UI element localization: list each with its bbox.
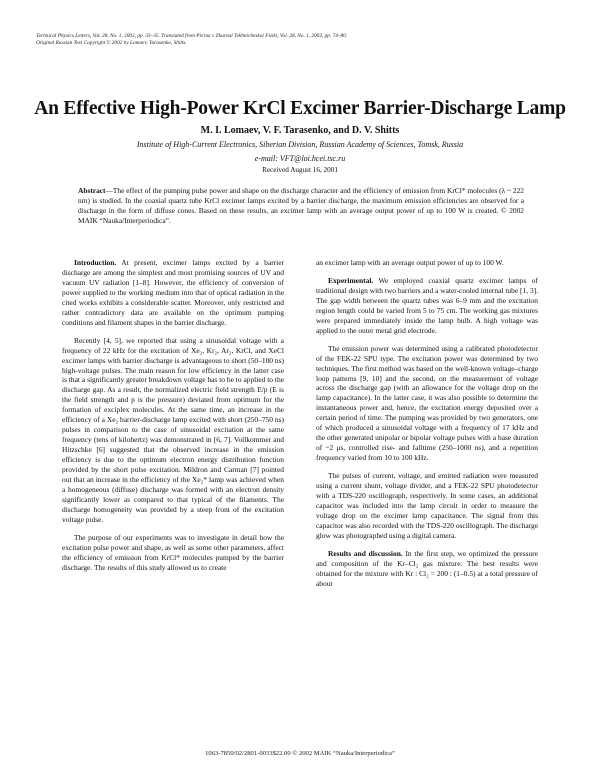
intro-paragraph	[62, 258, 284, 328]
intro-text: At present, excimer lamps excited by a barrier discharge are among the simplest and most promising sources of UV and vacuum UV radiation [1–8]. However, the efficiency of conversion of power supplied to the working medium into that of optical radiation in the cited works exhibits a considerable scatter. Moreover, only restricted and rather contradictory data are available on the optimum pumping conditions and filament shapes in the barrier discharge.	[62, 258, 284, 327]
copyright-line: Original Russian Text Copyright © 2002 by Lomaev, Tarasenko, Shitts.	[36, 40, 187, 46]
right-paragraph-3: The pulses of current, voltage, and emitted radiation were measured using a current shunt, voltage divider, and a FEK-22 SPU photodetector with a TDS-220 oscillograph, respectively. In some cases, an additional capacitor was included into the lamp circuit in order to measure the voltage drop on the excimer lamp capacitance. The signal from this capacitor was also recorded with the TDS-220 oscillograph. The discharge glow was photographed using a digital camera.	[316, 471, 538, 540]
abstract-text: —The effect of the pumping pulse power and shape on the discharge character and the efficiency of emission from KrCl* molecules (λ ~ 222 nm) is studied. In the coaxial quartz tube KrCl excimer lamps excited by a barrier discharge, the maximum emission efficiencies are observed for a discharge in the form of diffuse cones. Based on these results, an excimer lamp with an average output power of up to 100 W is created. © 2002 MAIK “Nauka/Interperiodica”.	[78, 186, 524, 225]
page-footer: 1063-7850/02/2801-0033$22.00 © 2002 MAIK “Nauka/Interperiodica”	[205, 750, 395, 757]
left-column	[62, 258, 284, 581]
experimental-heading: Experimental.	[328, 275, 374, 285]
results-paragraph	[316, 549, 538, 589]
article-title: An Effective High-Power KrCl Excimer Barrier-Discharge Lamp	[34, 98, 566, 119]
intro-heading: Introduction.	[74, 258, 117, 267]
experimental-paragraph	[316, 276, 538, 336]
abstract	[78, 186, 524, 226]
results-heading: Results and discussion.	[328, 548, 403, 558]
article-affiliation: Institute of High-Current Electronics, Siberian Division, Russian Academy of Sciences, Tomsk, Russia	[136, 140, 464, 149]
right-column	[316, 258, 538, 597]
right-continuation: an excimer lamp with an average output power of up to 100 W.	[316, 258, 504, 267]
experimental-text: We employed coaxial quartz excimer lamps of traditional design with two barriers and a water-cooled internal tube [1, 3]. The gap width between the quartz tubes was 6–9 mm and the excitation region length could be varied from 5 to 75 cm. The working gas mixtures were prepared immediately inside the lamp bulb. A high voltage was applied to the outer metal grid electrode.	[316, 275, 538, 335]
left-paragraph-2: Recently [4, 5], we reported that using a sinusoidal voltage with a frequency of 22 kHz for the excitation of Xe₂, Kr₂, Ar₂, KrCl, and XeCl excimer lamps with barrier discharge is advantageous to short (50–100 ns) high-voltage pulses. The main reason for low efficiency in the latter case is that a significantly greater breakdown voltage has to be to applied to the discharge gap. As a result, the normalized electric field strength E/p (E is the field strength and p is the pressure) deviated from optimum for the formation of exciplex molecules. At the same time, an increase in the efficiency of a Xe₂ barrier-discharge lamp excited with short (250–750 ns) pulses in comparison to the case of sinusoidal excitation at the same frequency (tens of kilohertz) was demonstrated in [6, 7]. Vollkommer and Hitzschke [6] suggested that the observed increase in the emission efficiency is due to the optimum electron energy distribution function provided by the short pulse excitation. Mildron and Carman [7] pointed out that an increase in the efficiency of the Xe₂* lamp was achieved when a homogeneous (diffuse) discharge was formed with an electron density significantly lower as compared to that typical of the filaments. The discharge homogeneity was provided by a steep front of the excitation voltage pulse.	[62, 335, 284, 524]
received-date: Received August 16, 2001	[262, 166, 338, 174]
right-paragraph-2: The emission power was determined using a calibrated photodetector of the FEK-22 SPU type. The excitation power was determined by two techniques. The first method was based on the well-known voltage–charge loop patterns [9, 10] and the second, on the measurement of voltage across the discharge gap (with an allowance for the voltage drop on the lamp capacitance). In the latter case, it was also possible to determine the instantaneous power and, hence, the excitation energy deposited over a certain period of time. The pumping was provided by two generators, one of which produced a sinusoidal voltage with a frequency of 17 kHz and the other generated unipolar or bipolar voltage pulses with a base duration of ~2 μs, controlled rise- and falltime (250–1000 ns), and a repetition frequency varied from 10 to 100 kHz.	[316, 343, 538, 463]
journal-citation: Technical Physics Letters, Vol. 28, No. 1, 2002, pp. 33–35. Translated from Pis'ma v Zhurnal Tekhnicheskoi Fiziki, Vol. 28, No. 1, 2002, pp. 74–80.	[36, 33, 348, 39]
article-authors: M. I. Lomaev, V. F. Tarasenko, and D. V. Shitts	[200, 125, 400, 136]
article-email[interactable]: e-mail: VFT@loi.hcei.tsc.ru	[254, 154, 346, 163]
results-text: In the first step, we optimized the pressure and composition of the Kr–Cl₂ gas mixture. The best results were obtained for the mixture with Kr : Cl₂ = 200 : (1–0.5) at a total pressure of about	[316, 548, 538, 588]
abstract-label: Abstract	[78, 186, 106, 195]
journal-header	[36, 33, 556, 47]
left-paragraph-3: The purpose of our experiments was to investigate in detail how the excitation pulse power and shape, as well as some other parameters, affect the efficiency of emission from KrCl* molecules pumped by the barrier discharge. The results of this study allowed us to create	[62, 532, 284, 572]
